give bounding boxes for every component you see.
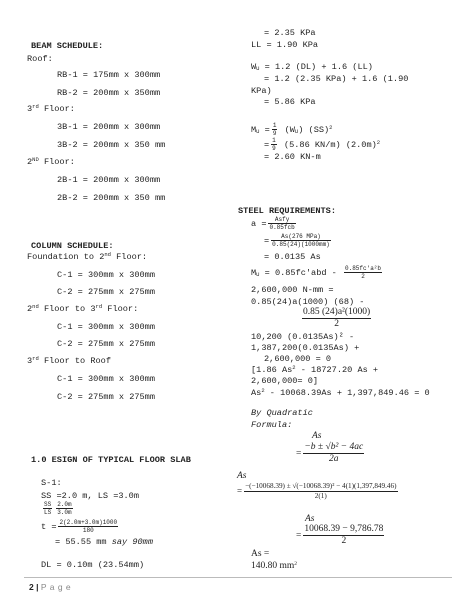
second-floor-label: 2ND Floor: [27, 156, 75, 167]
eq-line-1: 2,600,000 N-mm = [251, 285, 334, 295]
steel-requirements-title: STEEL REQUIREMENTS: [238, 206, 336, 216]
mu-line-2: = $\frac{1}{9}$ (5.86 KN/m) $(2.0m)^2$ [264, 137, 381, 152]
live-load-line: LL = 1.90 KPa [251, 40, 319, 50]
roof-label: Roof: [27, 54, 53, 64]
foundation-to-2nd-label: Foundation to 2nd Floor: [27, 251, 148, 262]
c1-line-b: C-1 = 300mm x 300mm [57, 322, 155, 332]
simplified-formula: = $\frac{10068.39 - 9,786.78}{2}$ [296, 524, 384, 546]
rb2-line: RB-2 = 200mm x 350mm [57, 88, 161, 98]
column-schedule-title: COLUMN SCHEDULE: [31, 241, 114, 251]
dl-value: = 2.35 KPa [264, 28, 316, 38]
3b2-line: 3B-2 = 200mm x 350 mm [57, 140, 166, 150]
rb1-line: RB-1 = 175mm x 300mm [57, 70, 161, 80]
a-line-2: = $\frac{\text{As(276 MPa)}}{0.85(24)(1000mm)}$ [264, 233, 330, 248]
c2-line-b: C-2 = 275mm x 275mm [57, 339, 155, 349]
2nd-to-3rd-label: 2nd Floor to 3rd Floor: [27, 303, 139, 314]
s1-label: S-1: [41, 478, 62, 488]
wu-line-2: = 1.2 (2.35 KPa) + 1.6 (1.90 [264, 74, 409, 84]
thickness-result: = 55.55 mm say 90mm [55, 537, 153, 547]
dead-load-line: DL = 0.10m (23.54mm) [41, 560, 145, 570]
quadratic-label-1: By Quadratic [251, 408, 313, 418]
as-final-label: As = [251, 549, 270, 559]
ss-ls-line: SS =2.0 m, LS =3.0m [41, 491, 139, 501]
3b1-line: 3B-1 = 200mm x 300mm [57, 122, 161, 132]
eq-line-4: 1,387,200(0.0135As) + [251, 343, 360, 353]
mu-equation: $M_U = 0.85fc'abd$ - $\frac{\text{0.85fc'a²b}}{2}$ [251, 265, 382, 280]
mu-result: = 2.60 KN-m [264, 152, 321, 162]
3rd-to-roof-label: 3rd Floor to Roof [27, 355, 111, 366]
beam-schedule-title: BEAM SCHEDULE: [31, 41, 104, 51]
c2-line-a: C-2 = 275mm x 275mm [57, 287, 155, 297]
c1-line-a: C-1 = 300mm x 300mm [57, 270, 155, 280]
c1-line-c: C-1 = 300mm x 300mm [57, 374, 155, 384]
page-number: 2 [29, 582, 34, 592]
as-label-mid: As [237, 471, 247, 481]
substituted-formula: = $\frac{\text{−(−10068.39) ± √(−10068.39)² − 4(1)(1,397,849.46)}}{2(1)}$ [237, 482, 397, 500]
quadratic-equation: As$^2$ - 10068.39As + 1,397,849.46 = 0 [251, 387, 430, 398]
eq-line-7: 2,600,000= 0] [251, 376, 319, 386]
mu-line-1: $M_U$ = $\frac{1}{9}$ $(W_U)$ (SS)$^2$ [251, 122, 333, 137]
eq-line-5: 2,600,000 = 0 [264, 354, 332, 364]
as-final-value: 140.80 $mm^2$ [251, 561, 298, 571]
page-footer: 2 | P a g e [29, 582, 72, 592]
c2-line-c: C-2 = 275mm x 275mm [57, 392, 155, 402]
thickness-line: t = $\frac{2(2.0m+3.0m)1000}{180}$ [41, 519, 118, 534]
ratio-line: $\frac{SS}{LS}$ $\frac{2.0m}{3.0m}$ [44, 501, 72, 516]
2b1-line: 2B-1 = 200mm x 300mm [57, 175, 161, 185]
eq-line-2: 0.85(24)a(1000) (68) - [251, 297, 365, 307]
eq-line-3: 10,200 (0.0135As)² - [251, 332, 355, 342]
quadratic-label-2: Formula: [251, 420, 293, 430]
eq-line-6: [1.86 As$^2$ - 18727.20 As + [251, 364, 379, 375]
wu-result: = 5.86 KPa [264, 97, 316, 107]
wu-line-3: KPa) [251, 86, 272, 96]
a-line-1: a = $\frac{\text{Asfy}}{\text{0.85fcb}}$ [251, 216, 295, 231]
a-result: = 0.0135 As [264, 252, 321, 262]
third-floor-label: 3rd Floor: [27, 103, 75, 114]
slab-design-title: 1.0 ESIGN OF TYPICAL FLOOR SLAB [31, 455, 191, 465]
footer-divider [24, 577, 452, 578]
quadratic-formula: = $\frac{\text{−b ± √b² − 4ac}}{2a}$ [296, 442, 364, 464]
2b2-line: 2B-2 = 200mm x 350 mm [57, 193, 166, 203]
wu-line-1: $W_U = 1.2$ (DL) + 1.6 (LL) [251, 62, 373, 72]
as-label-top: As [312, 431, 322, 441]
eq-fraction: $\frac{\text{0.85 (24)a²(1000)}}{2}$ [303, 307, 371, 329]
as-label-low: As [305, 514, 315, 524]
